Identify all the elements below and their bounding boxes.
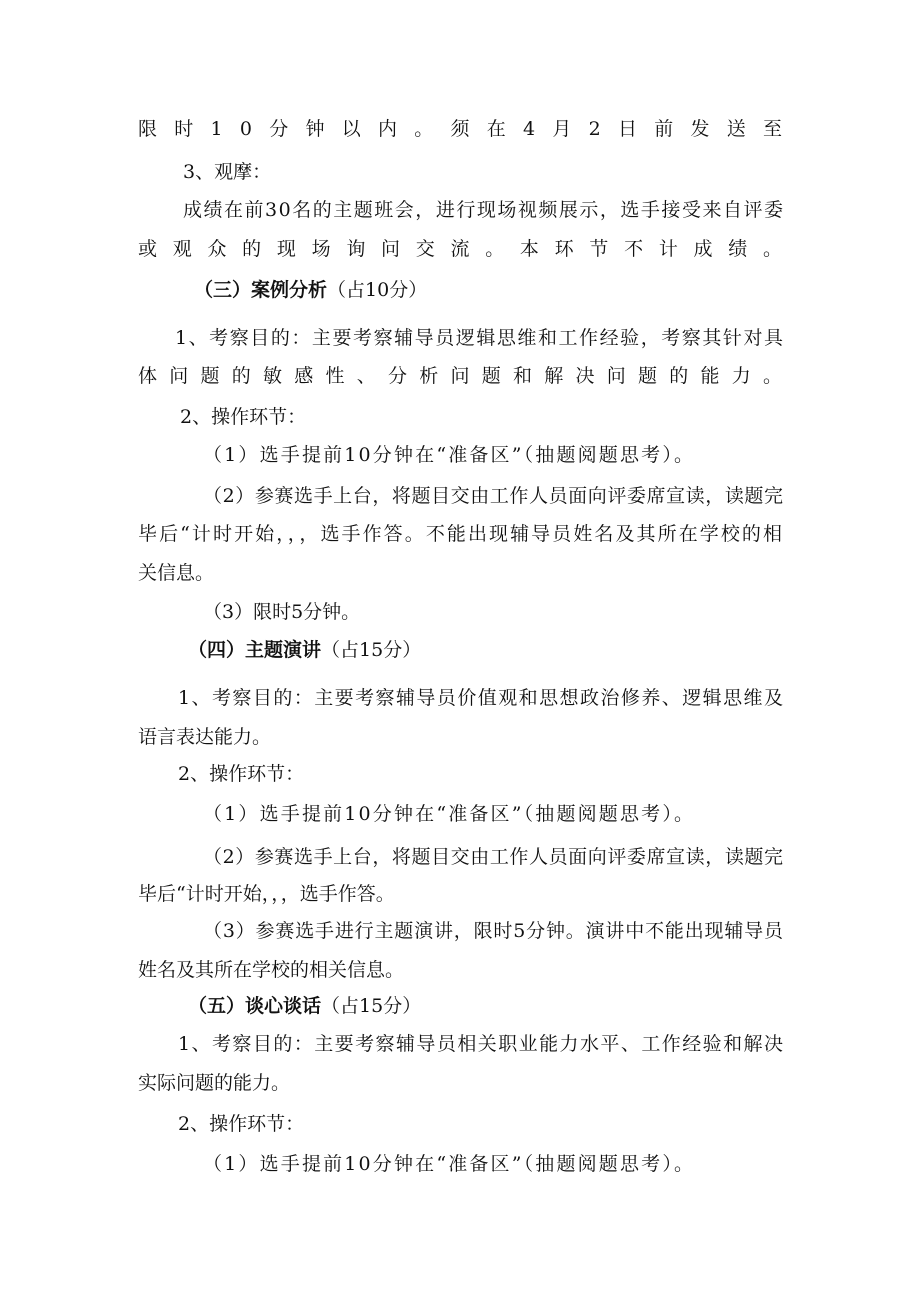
paragraph-line: 1、考察目的：主要考察辅导员价值观和思想政治修养、逻辑思维及 xyxy=(178,687,785,709)
list-item: （2）参赛选手上台，将题目交由工作人员面向评委席宣读，读题完 xyxy=(203,485,784,507)
section-label-operation: 2、操作环节： xyxy=(178,763,305,785)
paragraph-line: 或观众的现场询问交流。本环节不计成绩。 xyxy=(138,238,798,260)
paragraph-line: 体问题的敏感性、分析问题和解决问题的能力。 xyxy=(138,365,795,387)
section-heading-theme-speech xyxy=(188,638,421,662)
section-heading-title: （三）案例分析 xyxy=(194,279,328,301)
section-heading-title: （四）主题演讲 xyxy=(188,639,322,661)
section-heading-score: （占10分） xyxy=(327,279,428,301)
section-heading-case-analysis xyxy=(194,278,427,302)
section-heading-heart-talk xyxy=(188,994,421,1018)
section-heading-score: （占15分） xyxy=(321,639,422,661)
list-item: （1）选手提前10分钟在“准备区”（抽题阅题思考）。 xyxy=(203,1153,696,1175)
paragraph-line: 毕后“计时开始，，，选手作答。不能出现辅导员姓名及其所在学校的相 xyxy=(138,523,785,545)
section-label-operation: 2、操作环节： xyxy=(180,406,307,428)
list-item: （3）参赛选手进行主题演讲，限时5分钟。演讲中不能出现辅导员 xyxy=(203,920,784,942)
section-heading-title: （五）谈心谈话 xyxy=(188,995,322,1017)
paragraph-line: 1、考察目的：主要考察辅导员相关职业能力水平、工作经验和解决 xyxy=(178,1033,785,1055)
paragraph-line: 毕后“计时开始，，，选手作答。 xyxy=(138,883,395,905)
paragraph-line: 限时10分钟以内。须在4月2日前发送至 xyxy=(138,118,800,140)
paragraph-line: 实际问题的能力。 xyxy=(138,1072,291,1094)
list-item: （3）限时5分钟。 xyxy=(203,601,361,623)
paragraph-line: 成绩在前30名的主题班会，进行现场视频展示，选手接受来自评委 xyxy=(183,199,785,221)
section-heading-score: （占15分） xyxy=(321,995,422,1017)
list-item: （1）选手提前10分钟在“准备区”（抽题阅题思考）。 xyxy=(203,803,696,825)
paragraph-line: 1、考察目的：主要考察辅导员逻辑思维和工作经验，考察其针对具 xyxy=(175,327,785,349)
paragraph-line: 关信息。 xyxy=(138,562,215,584)
list-item: （1）选手提前10分钟在“准备区”（抽题阅题思考）。 xyxy=(203,444,696,466)
section-label-operation: 2、操作环节： xyxy=(178,1113,305,1135)
paragraph-line: 姓名及其所在学校的相关信息。 xyxy=(138,959,405,981)
paragraph-line: 语言表达能力。 xyxy=(138,726,272,748)
section-label-observation: 3、观摩： xyxy=(183,161,272,183)
list-item: （2）参赛选手上台，将题目交由工作人员面向评委席宣读，读题完 xyxy=(203,846,784,868)
